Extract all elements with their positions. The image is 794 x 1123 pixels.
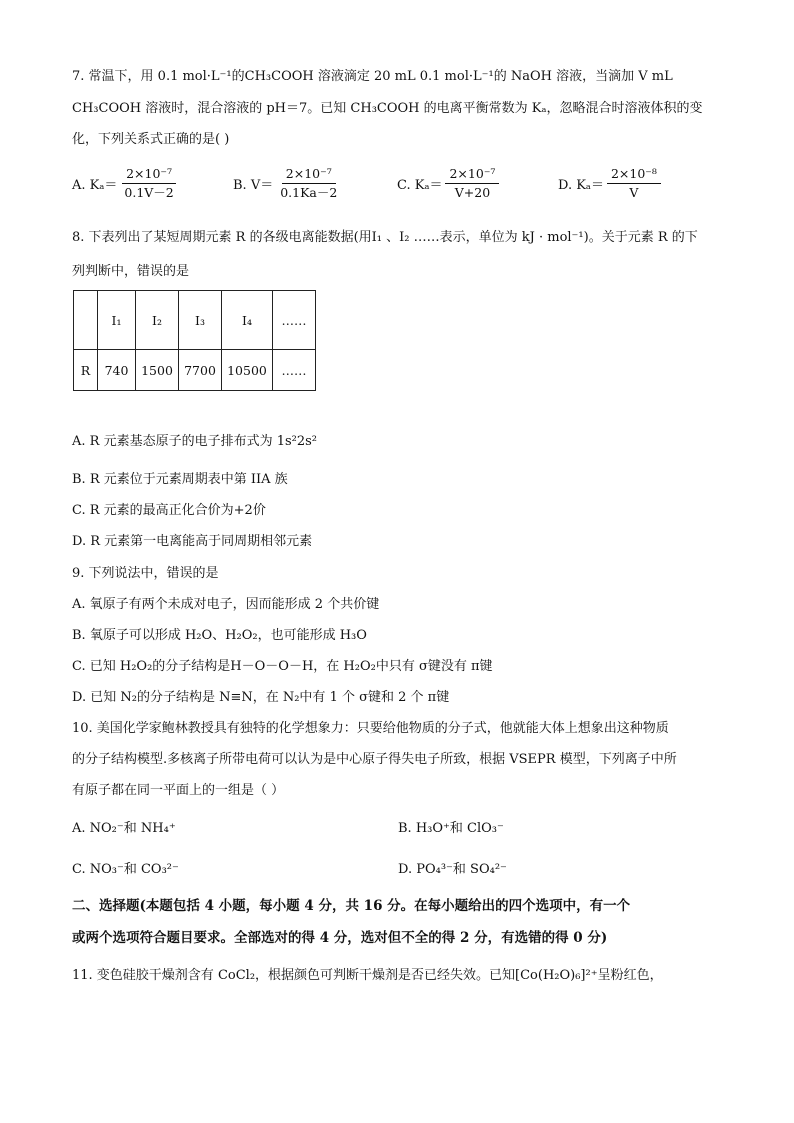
q7-stem-line1: 7. 常温下，用 0.1 mol·L⁻¹的CH₃COOH 溶液滴定 20 mL 0.1 mol·L⁻¹的 NaOH 溶液，当滴加 V mL	[72, 69, 673, 84]
q7-options	[72, 166, 722, 206]
table-header-cell: I₄	[222, 291, 273, 350]
q10-stem-line3: 有原子都在同一平面上的一组是（ ）	[72, 783, 285, 798]
option-label: A. Kₐ＝	[72, 178, 118, 193]
denominator: 0.1Ka－2	[280, 185, 338, 200]
ionization-energy-table	[73, 290, 316, 391]
denominator: V	[629, 185, 639, 200]
q8-option-a[interactable]: A. R 元素基态原子的电子排布式为 1s²2s²	[72, 434, 318, 449]
q8-option-c[interactable]: C. R 元素的最高正化合价为+2价	[72, 503, 266, 518]
option-label: D. Kₐ＝	[558, 178, 604, 193]
denominator: 0.1V－2	[124, 185, 174, 200]
q10-stem-line2: 的分子结构模型.多核离子所带电荷可以认为是中心原子得失电子所致，根据 VSEPR 模型，下列离子中所	[72, 752, 677, 767]
q7-stem-line3: 化，下列关系式正确的是( )	[72, 132, 230, 147]
option-label: C. Kₐ＝	[397, 178, 443, 193]
fraction	[607, 166, 661, 201]
q7-option-d[interactable]	[558, 166, 661, 201]
q9-option-a[interactable]: A. 氧原子有两个未成对电子，因而能形成 2 个共价键	[72, 597, 380, 612]
table-cell: R	[74, 350, 98, 391]
q7-stem-line2: CH₃COOH 溶液时，混合溶液的 pH＝7。已知 CH₃COOH 的电离平衡常数为 Kₐ，忽略混合时溶液体积的变	[72, 101, 703, 116]
q7-option-b[interactable]	[233, 166, 341, 201]
q7-option-a[interactable]	[72, 166, 178, 201]
q9-stem: 9. 下列说法中，错误的是	[72, 566, 219, 581]
table-header-cell: I₃	[179, 291, 222, 350]
q10-option-b[interactable]: B. H₃O⁺和 ClO₃⁻	[398, 821, 504, 836]
numerator: 2×10⁻⁷	[122, 166, 176, 184]
q10-option-a[interactable]: A. NO₂⁻和 NH₄⁺	[72, 821, 176, 836]
numerator: 2×10⁻⁷	[445, 166, 499, 184]
fraction	[445, 166, 499, 201]
q8-option-d[interactable]: D. R 元素第一电离能高于同周期相邻元素	[72, 534, 313, 549]
q8-stem-line2: 列判断中，错误的是	[72, 264, 190, 279]
table-cell: 740	[98, 350, 136, 391]
q7-option-c[interactable]	[397, 166, 499, 201]
q9-option-d[interactable]: D. 已知 N₂的分子结构是 N≡N，在 N₂中有 1 个 σ键和 2 个 π键	[72, 690, 450, 705]
table-header-row	[74, 291, 316, 350]
fraction	[276, 166, 341, 201]
option-label: B. V＝	[233, 178, 274, 193]
table-header-cell	[74, 291, 98, 350]
table-header-cell: I₂	[136, 291, 179, 350]
table-cell: 7700	[179, 350, 222, 391]
fraction	[120, 166, 177, 201]
table-cell: ……	[273, 350, 316, 391]
q8-stem-line1: 8. 下表列出了某短周期元素 R 的各级电离能数据(用I₁ 、I₂ ……表示，单位为 kJ · mol⁻¹)。关于元素 R 的下	[72, 230, 698, 245]
table-header-cell: I₁	[98, 291, 136, 350]
q9-option-c[interactable]: C. 已知 H₂O₂的分子结构是H－O－O－H，在 H₂O₂中只有 σ键没有 π键	[72, 659, 493, 674]
q9-option-b[interactable]: B. 氧原子可以形成 H₂O、H₂O₂，也可能形成 H₃O	[72, 628, 367, 643]
table-header-cell: ……	[273, 291, 316, 350]
table-row	[74, 350, 316, 391]
section2-heading-line1: 二、选择题(本题包括 4 小题，每小题 4 分，共 16 分。在每小题给出的四个选项中，有一个	[72, 898, 631, 914]
section2-heading-line2: 或两个选项符合题目要求。全部选对的得 4 分，选对但不全的得 2 分，有选错的得 0 分)	[72, 930, 608, 946]
numerator: 2×10⁻⁸	[607, 166, 661, 184]
denominator: V+20	[454, 185, 491, 200]
q10-option-c[interactable]: C. NO₃⁻和 CO₃²⁻	[72, 862, 179, 877]
q10-stem-line1: 10. 美国化学家鲍林教授具有独特的化学想象力：只要给他物质的分子式，他就能大体上想象出这种物质	[72, 721, 669, 736]
table-cell: 1500	[136, 350, 179, 391]
q10-option-d[interactable]: D. PO₄³⁻和 SO₄²⁻	[398, 862, 507, 877]
q11-stem-line1: 11. 变色硅胶干燥剂含有 CoCl₂，根据颜色可判断干燥剂是否已经失效。已知[Co(H₂O)₆]²⁺呈粉红色，	[72, 968, 663, 983]
q8-option-b[interactable]: B. R 元素位于元素周期表中第 IIA 族	[72, 472, 288, 487]
numerator: 2×10⁻⁷	[282, 166, 336, 184]
table-cell: 10500	[222, 350, 273, 391]
